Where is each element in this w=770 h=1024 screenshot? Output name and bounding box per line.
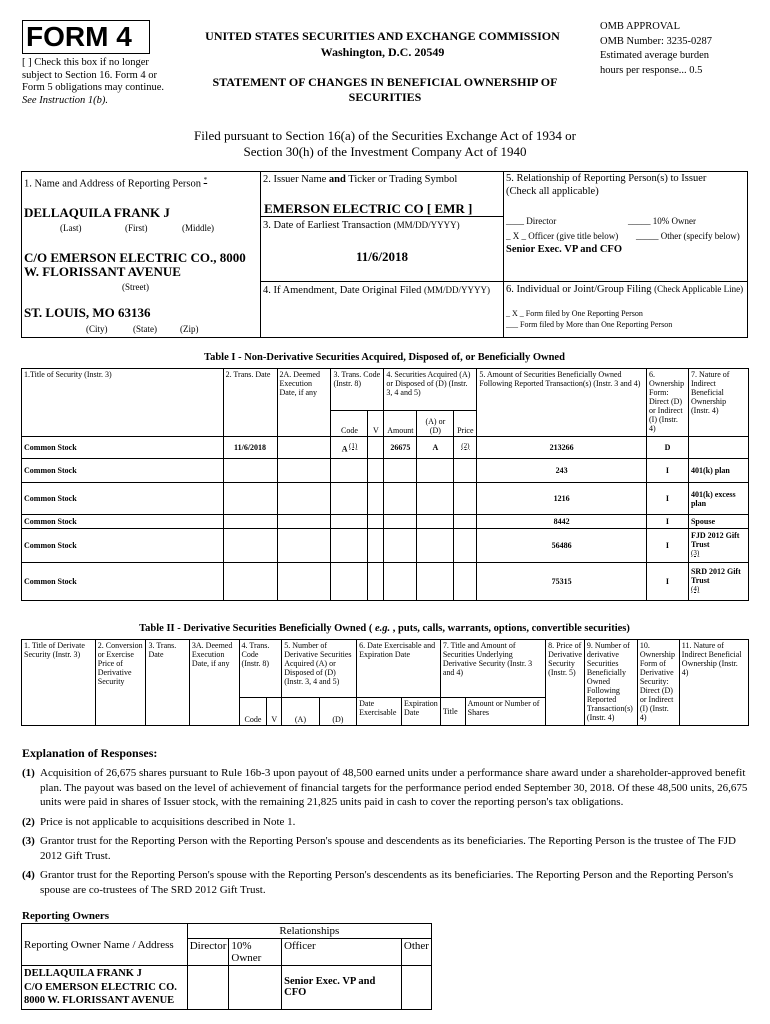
t2-h7: 7. Title and Amount of Securities Underlying Derivative Security (Instr. 3 and 4) <box>440 640 545 698</box>
owner-address-cell <box>22 966 188 1010</box>
note-number: (2) <box>22 815 35 828</box>
t1-r4-nature-cell <box>688 529 748 563</box>
omb-hours: hours per response... 0.5 <box>600 64 703 76</box>
t2-v: V <box>267 698 282 726</box>
t1-r5-form: I <box>647 563 689 601</box>
t1-r4-nature: FJD 2012 Gift Trust <box>690 530 740 549</box>
t1-r1-nature: 401(k) plan <box>688 459 748 483</box>
filed-pursuant-line1: Filed pursuant to Section 16(a) of the Securities Exchange Act of 1934 or <box>194 128 576 143</box>
table-row <box>22 437 749 459</box>
divider-h2 <box>260 281 748 282</box>
t1-r3-form: I <box>647 515 689 529</box>
t2-h3a: 3A. Deemed Execution Date, if any <box>189 640 239 726</box>
t1-h6: 6. Ownership Form: Direct (D) or Indirect (I) (Instr. 4) <box>647 369 689 437</box>
form-title: FORM 4 <box>26 21 132 52</box>
t1-r0-nature <box>688 437 748 459</box>
table-row <box>22 966 432 1010</box>
owners-col-ten-pct: 10% Owner <box>229 939 282 966</box>
t2-exp: Expiration Date <box>402 698 441 726</box>
t1-h5: 5. Amount of Securities Beneficially Owned Following Reported Transaction(s) (Instr. 3 and 4) <box>477 369 647 437</box>
t1-r2-nature: 401(k) excess plan <box>688 483 748 515</box>
t1-r2-title: Common Stock <box>22 483 224 515</box>
t2-h4: 4. Trans. Code (Instr. 8) <box>239 640 282 698</box>
t1-r3-nature: Spouse <box>688 515 748 529</box>
owner-officer-title: Senior Exec. VP and CFO <box>282 966 402 1010</box>
note-number: (4) <box>22 869 35 881</box>
owner-director <box>187 966 229 1010</box>
t2-d: (D) <box>319 698 356 726</box>
box2-label-and: and <box>328 174 346 185</box>
filed-pursuant-line2: Section 30(h) of the Investment Company Act of 1940 <box>243 144 527 159</box>
explanation-list <box>22 766 750 897</box>
owners-col-officer: Officer <box>282 939 402 966</box>
note-text: Grantor trust for the Reporting Person's spouse with the Reporting Person's descendents as its beneficiaries. The Reporting Person and the Reporting Person's spouse are co-trustees of The SRD 2012 Gift Trust. <box>40 869 734 896</box>
list-item <box>22 815 750 830</box>
t1-h1: 1.Title of Security (Instr. 3) <box>22 369 224 437</box>
city-state-zip: ST. LOUIS, MO 63136 <box>24 305 151 320</box>
owners-table <box>21 923 432 1010</box>
owner-ten-pct <box>229 966 282 1010</box>
box2-label <box>263 174 457 185</box>
owner-address-line1: C/O EMERSON ELECTRIC CO. <box>24 981 177 993</box>
address-line2: W. FLORISSANT AVENUE <box>24 264 181 279</box>
owners-col-director: Director <box>187 939 229 966</box>
t1-r0-owned: 213266 <box>477 437 647 459</box>
t1-h2a: 2A. Deemed Execution Date, if any <box>277 369 331 437</box>
t2-h6: 6. Date Exercisable and Expiration Date <box>357 640 441 698</box>
note-number: (3) <box>22 835 35 847</box>
t1-r0-aord: A <box>417 437 454 459</box>
t1-r0-deemed <box>277 437 331 459</box>
t1-r0-form: D <box>647 437 689 459</box>
t1-r5-nature: SRD 2012 Gift Trust <box>690 566 741 585</box>
table2-title-post: , puts, calls, warrants, options, convertible securities) <box>390 623 630 634</box>
checkbox-note <box>22 57 172 107</box>
t1-h4: 4. Securities Acquired (A) or Disposed of (D) (Instr. 3, 4 and 5) <box>384 369 477 411</box>
divider-v2 <box>503 171 504 338</box>
box1-label-text: 1. Name and Address of Reporting Person <box>24 178 202 190</box>
earliest-date: 11/6/2018 <box>355 249 408 264</box>
one-person-check: _ X _ Form filed by One Reporting Person <box>506 309 643 318</box>
t1-r4-title: Common Stock <box>22 529 224 563</box>
filed-pursuant <box>100 128 670 160</box>
owners-heading: Reporting Owners <box>22 910 110 922</box>
list-item <box>22 834 750 863</box>
table-row <box>22 529 749 563</box>
commission-city: Washington, D.C. 20549 <box>320 45 445 59</box>
t1-r5-title: Common Stock <box>22 563 224 601</box>
officer-check: _ X _ Officer (give title below) <box>506 231 619 241</box>
t2-h9: 9. Number of derivative Securities Beneficially Owned Following Reported Transaction(s) (Instr. 4) <box>584 640 637 726</box>
last-label: (Last) <box>60 223 82 233</box>
city-label: (City) <box>86 324 108 334</box>
box4-label-format: (MM/DD/YYYY) <box>423 285 490 295</box>
t1-h7: 7. Nature of Indirect Beneficial Ownership (Instr. 4) <box>688 369 748 437</box>
box6-label-sub: (Check Applicable Line) <box>654 284 744 294</box>
t1-r2-form: I <box>647 483 689 515</box>
table-row <box>22 483 749 515</box>
box4-label <box>263 285 490 296</box>
t1-v: V <box>368 411 384 437</box>
table2-title-pre: Table II - Derivative Securities Beneficially Owned ( <box>139 623 375 634</box>
zip-label: (Zip) <box>180 324 199 334</box>
director-check: ____ Director <box>506 216 557 226</box>
t1-h3: 3. Trans. Code (Instr. 8) <box>331 369 384 411</box>
other-check: _____ Other (specify below) <box>636 231 740 241</box>
note-text: Grantor trust for the Reporting Person with the Reporting Person's spouse and descendents as its beneficiaries. The Reporting Person is the trustee of The FJD 2012 Gift Trust. <box>40 835 736 862</box>
table2-title <box>21 623 748 634</box>
t1-r0-amount: 26675 <box>384 437 417 459</box>
t2-h3: 3. Trans. Date <box>146 640 189 726</box>
owner-address-line2: 8000 W. FLORISSANT AVENUE <box>24 995 175 1006</box>
checkbox-note-text: [ ] Check this box if no longer subject to Section 16. Form 4 or Form 5 obligations may continue. <box>22 57 165 93</box>
box5-label-sub: (Check all applicable) <box>506 186 599 197</box>
footnote-link[interactable]: (4) <box>690 584 700 593</box>
omb-box <box>600 20 750 78</box>
t1-r2-owned: 1216 <box>477 483 647 515</box>
t1-r4-form: I <box>647 529 689 563</box>
list-item <box>22 766 750 810</box>
box3-label <box>263 220 460 231</box>
box5-label <box>506 172 746 198</box>
statement-title: STATEMENT OF CHANGES IN BENEFICIAL OWNERSHIP OF SECURITIES <box>212 75 558 104</box>
owners-col-name: Reporting Owner Name / Address <box>22 924 188 966</box>
box4-label-text: 4. If Amendment, Date Original Filed <box>263 285 422 296</box>
first-label: (First) <box>125 223 148 233</box>
t2-h2: 2. Conversion or Exercise Price of Derivative Security <box>95 640 146 726</box>
officer-title: Senior Exec. VP and CFO <box>506 244 622 255</box>
t2-code: Code <box>239 698 267 726</box>
commission-title: UNITED STATES SECURITIES AND EXCHANGE COMMISSION <box>205 29 560 43</box>
table-row <box>22 459 749 483</box>
t1-r0-title: Common Stock <box>22 437 224 459</box>
t1-r3-owned: 8442 <box>477 515 647 529</box>
owner-other <box>401 966 431 1010</box>
owners-header-row <box>22 924 432 939</box>
box5-label-text: 5. Relationship of Reporting Person(s) to Issuer <box>506 173 707 184</box>
box2-label-post: Ticker or Trading Symbol <box>345 174 458 185</box>
t1-r1-owned: 243 <box>477 459 647 483</box>
footnote-link[interactable]: (1) <box>349 441 358 450</box>
t2-amt: Amount or Number of Shares <box>465 698 546 726</box>
more-persons-check: ___ Form filed by More than One Reporting Person <box>506 320 673 329</box>
omb-number: OMB Number: 3235-0287 <box>600 35 712 47</box>
t1-r0-v <box>368 437 384 459</box>
note-text: Price is not applicable to acquisitions described in Note 1. <box>40 815 296 828</box>
table2-title-eg: e.g. <box>374 623 391 634</box>
omb-approval: OMB APPROVAL <box>600 21 681 32</box>
box2-label-pre: 2. Issuer Name <box>263 174 329 185</box>
reporting-person-name: DELLAQUILA FRANK J <box>24 205 170 220</box>
box1-label <box>24 176 207 190</box>
t1-r3-title: Common Stock <box>22 515 224 529</box>
t1-r4-owned: 56486 <box>477 529 647 563</box>
t1-r0-date: 11/6/2018 <box>223 437 277 459</box>
address-line1: C/O EMERSON ELECTRIC CO., 8000 <box>24 250 246 265</box>
table1 <box>21 368 749 601</box>
table2-header-row <box>22 640 749 698</box>
explanation-heading: Explanation of Responses: <box>22 746 158 760</box>
t2-ttl: Title <box>440 698 465 726</box>
box6-label <box>506 284 743 295</box>
t1-aord: (A) or (D) <box>417 411 454 437</box>
box6-label-text: 6. Individual or Joint/Group Filing <box>506 284 652 295</box>
street-label: (Street) <box>122 282 149 292</box>
list-item <box>22 868 750 897</box>
owners-col-other: Other <box>401 939 431 966</box>
t2-h11: 11. Nature of Indirect Beneficial Ownership (Instr. 4) <box>679 640 748 726</box>
middle-label: (Middle) <box>182 223 214 233</box>
t1-r1-title: Common Stock <box>22 459 224 483</box>
t1-r0-code-cell <box>331 437 368 459</box>
issuer-name: EMERSON ELECTRIC CO [ EMR ] <box>264 201 473 216</box>
t1-r1-form: I <box>647 459 689 483</box>
note-text: Acquisition of 26,675 shares pursuant to Rule 16b-3 upon payout of 48,500 earned units under a performance share award under a shareholder-approved benefit plan. The payout was based on the level of achievement of financial targets for the performance period ended September 30, 2018. Of these 48,500 units, 26,675 units were paid in shares of Issuer stock, with the remaining 21,825 units paid in cash to cover the reporting person's tax obligations. <box>40 767 748 808</box>
box3-label-text: 3. Date of Earliest Transaction <box>263 220 392 231</box>
t1-r0-price-cell <box>454 437 477 459</box>
table1-header-row <box>22 369 749 411</box>
table-row <box>22 515 749 529</box>
t2-h10: 10. Ownership Form of Derivative Security: Direct (D) or Indirect (I) (Instr. 4) <box>637 640 679 726</box>
note-number: (1) <box>22 767 35 779</box>
t1-code: Code <box>331 411 368 437</box>
t2-a: (A) <box>282 698 319 726</box>
see-instruction: See Instruction 1(b). <box>22 94 109 106</box>
divider-v1 <box>260 171 261 338</box>
t1-amount: Amount <box>384 411 417 437</box>
state-label: (State) <box>133 324 157 334</box>
table1-title: Table I - Non-Derivative Securities Acquired, Disposed of, or Beneficially Owned <box>204 352 565 363</box>
t1-r5-nature-cell <box>688 563 748 601</box>
box3-label-format: (MM/DD/YYYY) <box>393 220 460 230</box>
owner-name: DELLAQUILA FRANK J <box>24 968 142 979</box>
t2-h1: 1. Title of Derivate Security (Instr. 3) <box>22 640 96 726</box>
table2 <box>21 639 749 726</box>
table-row <box>22 563 749 601</box>
t1-h2: 2. Trans. Date <box>223 369 277 437</box>
t1-price: Price <box>454 411 477 437</box>
t1-r5-owned: 75315 <box>477 563 647 601</box>
t2-date-ex: Date Exercisable <box>357 698 402 726</box>
t2-h5: 5. Number of Derivative Securities Acquired (A) or Disposed of (D) (Instr. 3, 4 and 5) <box>282 640 357 698</box>
ten-pct-check: _____ 10% Owner <box>628 216 696 226</box>
owners-relationships: Relationships <box>187 924 431 939</box>
omb-burden: Estimated average burden <box>600 50 710 61</box>
footnote-link[interactable]: (3) <box>690 548 700 557</box>
box1-label-mark: * <box>203 176 208 184</box>
t1-r0-code: A <box>341 444 348 454</box>
footnote-link[interactable]: (2) <box>461 441 470 450</box>
t2-h8: 8. Price of Derivative Security (Instr. 5) <box>546 640 585 726</box>
